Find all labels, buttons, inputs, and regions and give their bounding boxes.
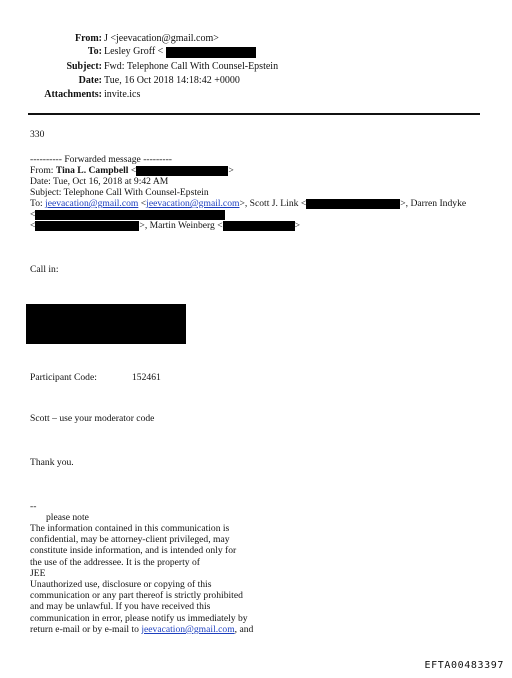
line3-after: >, Martin Weinberg <	[139, 220, 223, 231]
header-subject-row	[0, 61, 512, 73]
fwd-to-line-3	[30, 220, 300, 231]
disclaimer-line: the use of the addressee. It is the property of	[30, 556, 200, 568]
disclaimer-last-line	[30, 624, 253, 635]
disclaimer-line: The information contained in this communication is	[30, 523, 230, 534]
attachments-value[interactable]: invite.ics	[104, 89, 141, 100]
fwd-date: Date: Tue, Oct 16, 2018 at 9:42 AM	[30, 176, 169, 187]
fwd-from-name: Tina L. Campbell	[55, 165, 129, 176]
redaction-box	[306, 199, 400, 209]
redaction-box	[223, 221, 295, 231]
to-value: Lesley Groff <	[104, 46, 164, 57]
header-from-row	[0, 33, 512, 45]
redaction-box	[136, 166, 228, 176]
subject-value: Fwd: Telephone Call With Counsel-Epstein	[104, 61, 279, 72]
disclaimer-block	[30, 523, 253, 635]
header-date-row	[0, 75, 512, 87]
from-value: J <jeevacation@gmail.com>	[104, 33, 219, 44]
fwd-to-line-2	[30, 209, 225, 220]
redaction-box	[35, 221, 139, 231]
redaction-box	[166, 47, 256, 58]
disclaimer-line: Unauthorized use, disclosure or copying of this	[30, 579, 212, 591]
fwd-from-line	[30, 165, 234, 176]
document-id: EFTA00483397	[424, 660, 504, 671]
fwd-to-line	[30, 198, 466, 209]
date-value: Tue, 16 Oct 2018 14:18:42 +0000	[104, 75, 240, 86]
to-after-darren: >, Darren Indyke	[400, 198, 467, 209]
to-label: To:	[87, 46, 102, 57]
thanks-line: Thank you.	[30, 457, 74, 468]
to-after-link2: >, Scott J. Link <	[239, 198, 307, 209]
disclaimer-line: constitute inside information, and is intended only for	[30, 545, 237, 557]
participant-code: 152461	[132, 372, 161, 383]
disclaimer-line: and may be unlawful. If you have received this	[30, 601, 211, 613]
date-label: Date:	[78, 75, 102, 86]
disclaimer-line: JEE	[30, 567, 46, 579]
from-label: From:	[74, 33, 102, 44]
header-attachments-row	[0, 89, 512, 101]
email-link[interactable]: jeevacation@gmail.com	[141, 623, 235, 635]
fwd-subject: Subject: Telephone Call With Counsel-Epstein	[30, 187, 209, 198]
please-note: please note	[46, 512, 89, 523]
forwarded-line: ---------- Forwarded message ---------	[30, 154, 172, 165]
header-to-row	[0, 46, 512, 58]
participant-label: Participant Code:	[30, 372, 97, 383]
fwd-from-label: From:	[30, 165, 54, 176]
line2-open: <	[30, 209, 36, 220]
last-line-suffix: , and	[234, 623, 254, 635]
disclaimer-line: communication or any part thereof is strictly prohibited	[30, 590, 243, 602]
to-prefix: To:	[30, 198, 43, 209]
moderator-line: Scott – use your moderator code	[30, 413, 155, 424]
to-lt: <	[140, 198, 147, 209]
email-link[interactable]: jeevacation@gmail.com	[45, 198, 139, 209]
line3-close: >	[294, 220, 301, 231]
redaction-box	[26, 304, 186, 344]
message-number: 330	[30, 129, 45, 140]
disclaimer-line: communication in error, please notify us immediately by	[30, 612, 248, 624]
call-in-label: Call in:	[30, 264, 59, 275]
line3-open: <	[30, 220, 36, 231]
fwd-from-open: <	[130, 165, 137, 176]
attachments-label: Attachments:	[44, 89, 102, 100]
last-line-prefix: return e-mail or by e-mail to	[30, 623, 139, 635]
subject-label: Subject:	[66, 61, 102, 72]
email-link[interactable]: jeevacation@gmail.com	[146, 198, 240, 209]
signature-dashes: --	[30, 501, 37, 512]
fwd-from-close: >	[228, 165, 234, 176]
redaction-box	[35, 210, 225, 220]
header-divider	[28, 113, 480, 115]
email-header	[0, 33, 512, 103]
disclaimer-line: confidential, may be attorney-client privileged, may	[30, 534, 230, 546]
